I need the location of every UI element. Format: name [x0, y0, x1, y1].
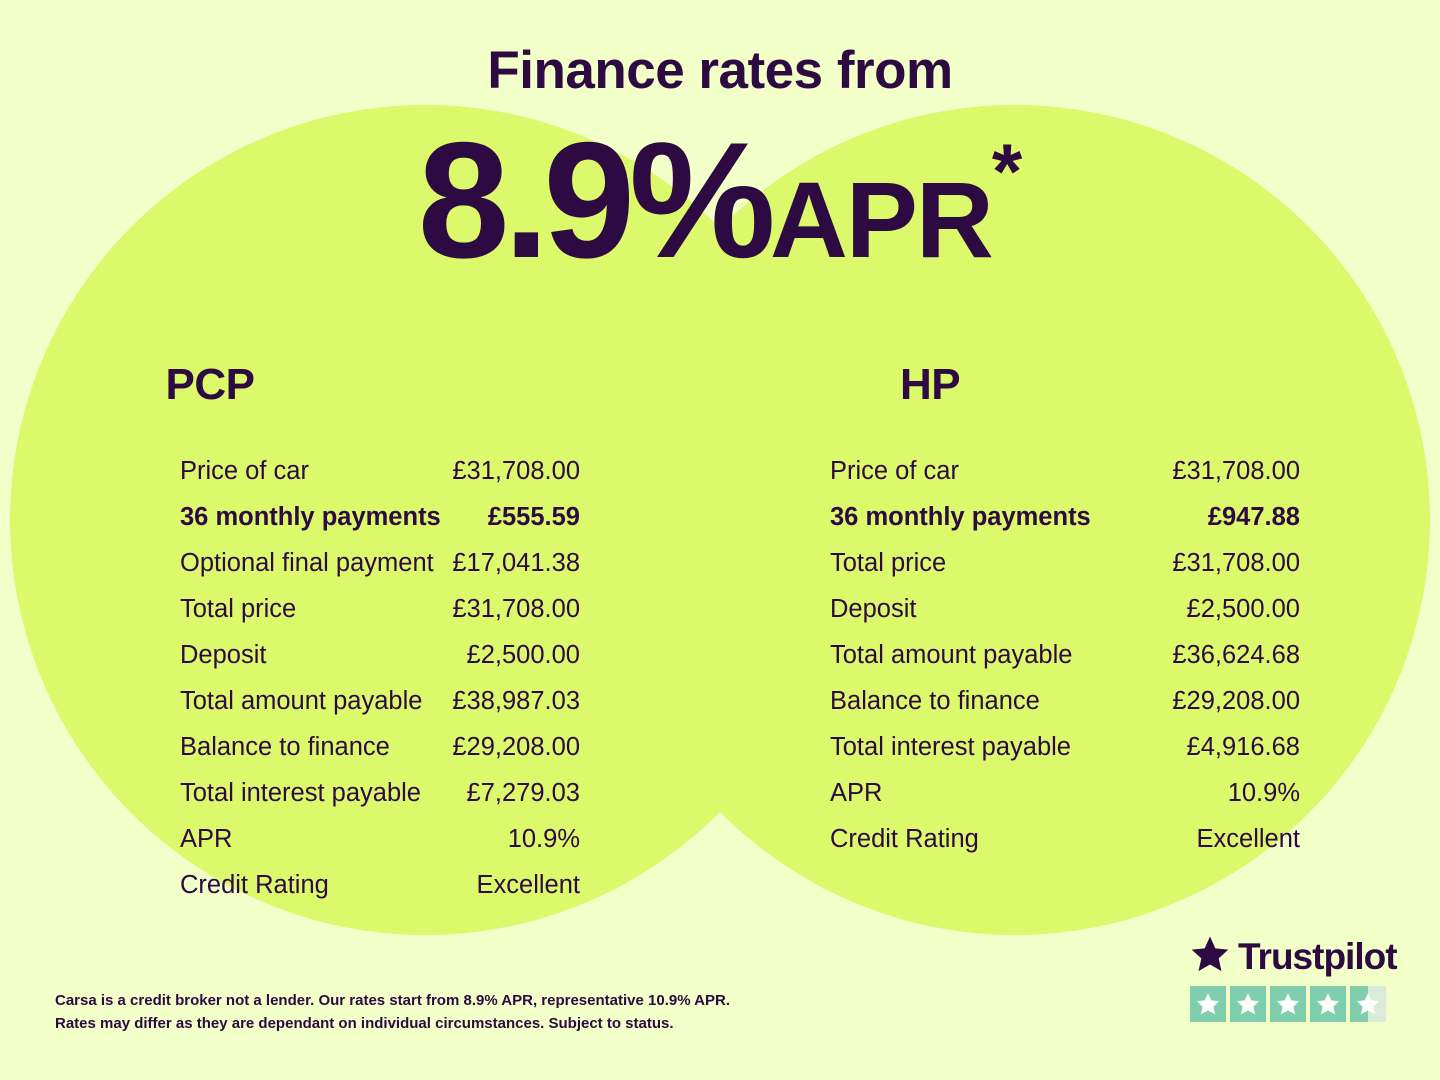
row-label: Price of car	[830, 456, 959, 485]
table-row	[830, 586, 1300, 632]
row-label: Credit Rating	[180, 870, 329, 899]
row-value: 10.9%	[1227, 778, 1300, 807]
table-row	[180, 586, 580, 632]
table-row	[180, 862, 580, 908]
row-label: Total interest payable	[180, 778, 421, 807]
table-row	[830, 770, 1300, 816]
row-label: Deposit	[830, 594, 917, 623]
table-row	[830, 816, 1300, 862]
column-title-pcp: PCP	[165, 360, 255, 409]
row-label: Total price	[180, 594, 297, 623]
row-value: £7,279.03	[466, 778, 580, 807]
row-value: £38,987.03	[452, 686, 580, 715]
row-value: Excellent	[476, 870, 580, 899]
row-label: APR	[830, 778, 883, 807]
finance-column-pcp	[0, 360, 720, 908]
trustpilot-label: Trustpilot	[1238, 935, 1397, 977]
star-icon	[1310, 986, 1346, 1022]
star-icon	[1270, 986, 1306, 1022]
table-row	[180, 678, 580, 724]
row-value: £31,708.00	[452, 594, 580, 623]
row-value: £17,041.38	[452, 548, 580, 577]
row-label: Total interest payable	[830, 732, 1071, 761]
table-row	[180, 816, 580, 862]
table-row	[830, 678, 1300, 724]
apr-rate: 8.9%	[417, 108, 770, 292]
row-value: £947.88	[1207, 502, 1300, 531]
column-title-hp: HP	[899, 360, 961, 409]
hp-rows	[830, 448, 1300, 862]
row-label: 36 monthly payments	[830, 502, 1091, 531]
row-value: £31,708.00	[1172, 456, 1300, 485]
finance-column-hp	[720, 360, 1440, 908]
star-half-icon	[1350, 986, 1386, 1022]
table-row	[180, 494, 580, 540]
row-value: £2,500.00	[466, 640, 580, 669]
row-label: Total amount payable	[180, 686, 423, 715]
apr-footnote-marker: *	[991, 127, 1023, 215]
row-label: Price of car	[180, 456, 309, 485]
apr-label: APR	[769, 159, 992, 280]
row-label: Total price	[830, 548, 947, 577]
row-label: Credit Rating	[830, 824, 979, 853]
pcp-rows	[180, 448, 580, 908]
star-icon	[1230, 986, 1266, 1022]
trustpilot-badge	[1190, 934, 1397, 1022]
row-value: £36,624.68	[1172, 640, 1300, 669]
disclaimer-line-1: Carsa is a credit broker not a lender. Our rates start from 8.9% APR, representative 10.9% APR.	[55, 991, 730, 1009]
row-value: £4,916.68	[1186, 732, 1300, 761]
page-title: Finance rates from	[487, 41, 953, 100]
table-row	[830, 724, 1300, 770]
star-icon	[1190, 934, 1230, 979]
row-value: Excellent	[1196, 824, 1300, 853]
row-value: £29,208.00	[452, 732, 580, 761]
star-icon	[1190, 986, 1226, 1022]
row-value: £555.59	[487, 502, 580, 531]
table-row	[830, 540, 1300, 586]
disclaimer	[55, 989, 730, 1036]
disclaimer-line-2: Rates may differ as they are dependant on individual circumstances. Subject to status.	[55, 1014, 674, 1032]
table-row	[180, 724, 580, 770]
row-value: 10.9%	[507, 824, 580, 853]
row-label: Balance to finance	[830, 686, 1040, 715]
table-row	[830, 494, 1300, 540]
table-row	[830, 448, 1300, 494]
table-row	[180, 770, 580, 816]
table-row	[180, 448, 580, 494]
row-label: Balance to finance	[180, 732, 390, 761]
row-value: £31,708.00	[452, 456, 580, 485]
row-label: Optional final payment	[180, 548, 434, 577]
table-row	[180, 540, 580, 586]
row-label: APR	[180, 824, 233, 853]
row-value: £29,208.00	[1172, 686, 1300, 715]
finance-comparison	[0, 360, 1440, 908]
row-value: £2,500.00	[1186, 594, 1300, 623]
row-label: Deposit	[180, 640, 267, 669]
row-label: 36 monthly payments	[180, 502, 441, 531]
row-value: £31,708.00	[1172, 548, 1300, 577]
table-row	[180, 632, 580, 678]
apr-headline	[0, 108, 1440, 292]
trustpilot-rating-stars	[1190, 986, 1390, 1022]
table-row	[830, 632, 1300, 678]
row-label: Total amount payable	[830, 640, 1073, 669]
